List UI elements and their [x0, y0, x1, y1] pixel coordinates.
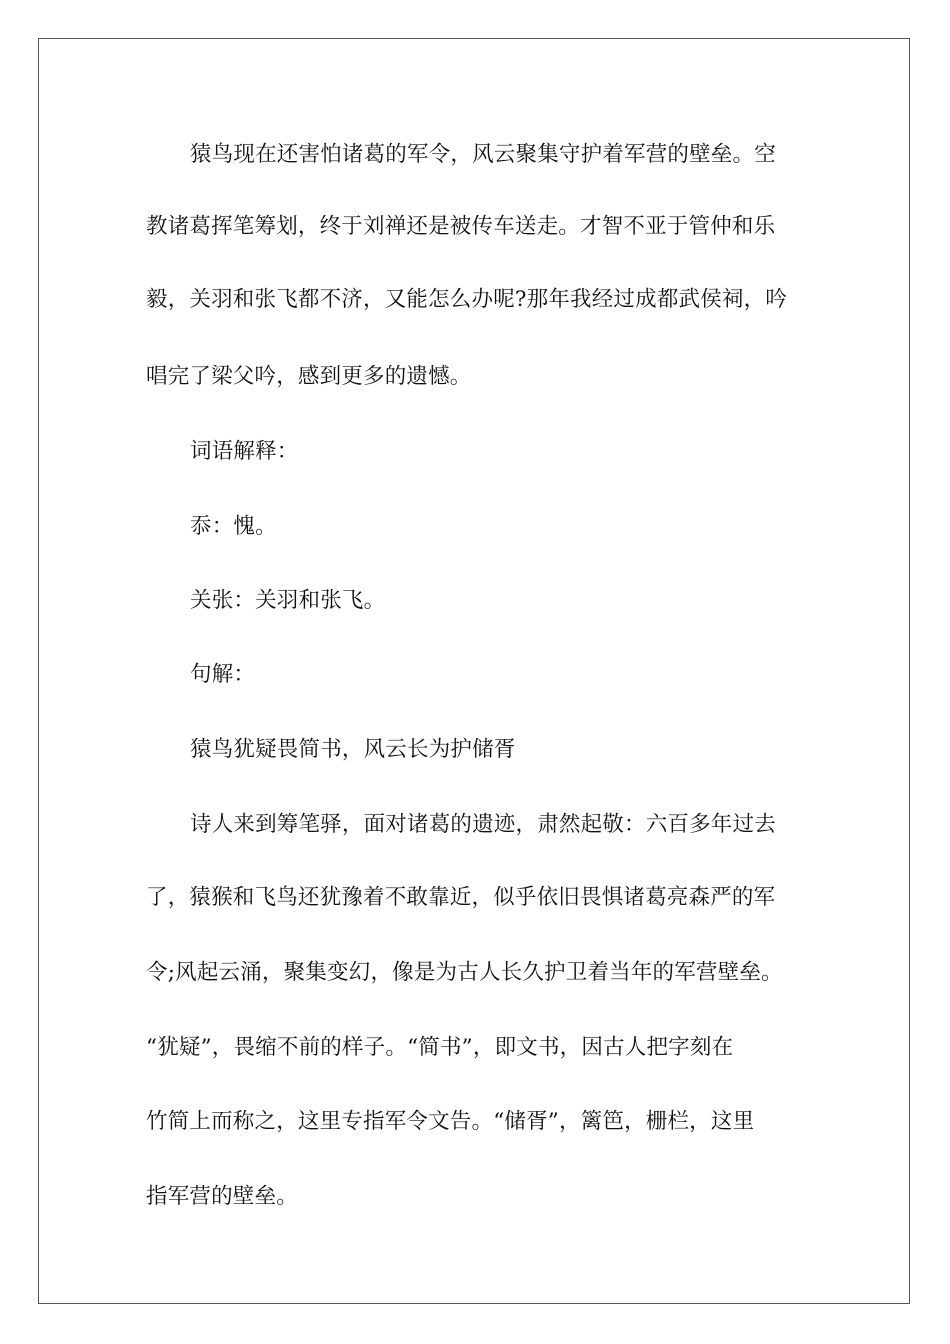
paragraph-line: 教诸葛挥笔筹划，终于刘禅还是被传车送走。才智不亚于管仲和乐: [146, 214, 776, 239]
paragraph-line: 唱完了梁父吟，感到更多的遗憾。: [146, 364, 472, 389]
glossary-entry: 关张：关羽和张飞。: [190, 588, 386, 613]
paragraph-line: 了，猿猴和飞鸟还犹豫着不敢靠近，似乎依旧畏惧诸葛亮森严的军: [146, 885, 776, 910]
paragraph-line: 诗人来到筹笔驿，面对诸葛的遗迹，肃然起敬：六百多年过去: [190, 812, 776, 837]
quoted-verse: 猿鸟犹疑畏简书，风云长为护储胥: [190, 737, 516, 762]
paragraph-line: “犹疑”，畏缩不前的样子。“简书”，即文书，因古人把字刻在: [146, 1035, 734, 1060]
paragraph-line: 竹简上而称之，这里专指军令文告。“储胥”，篱笆，栅栏，这里: [146, 1109, 755, 1134]
paragraph-line: 猿鸟现在还害怕诸葛的军令，风云聚集守护着军营的壁垒。空: [190, 142, 776, 167]
paragraph-line: 令;风起云涌，聚集变幻，像是为古人长久护卫着当年的军营壁垒。: [146, 960, 783, 985]
glossary-entry: 忝：愧。: [190, 514, 277, 539]
section-heading: 词语解释：: [190, 439, 299, 464]
paragraph-line: 毅，关羽和张飞都不济，又能怎么办呢?那年我经过成都武侯祠，吟: [146, 287, 788, 312]
section-heading: 句解：: [190, 662, 256, 687]
paragraph-line: 指军营的壁垒。: [146, 1184, 298, 1209]
